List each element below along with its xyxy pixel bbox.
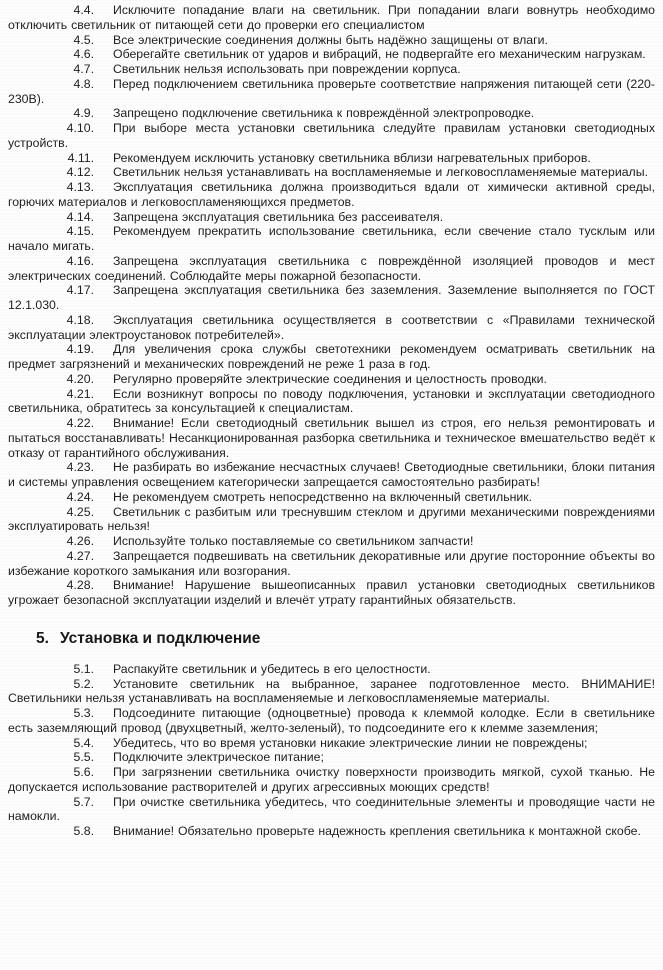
item-number: 4.8. (73, 76, 94, 91)
list-item (8, 387, 655, 417)
item-number: 4.16. (66, 253, 94, 268)
item-text: Если возникнут вопросы по поводу подключения, установки и эксплуатации светодиодного светильника, обратитесь за консультацией к специалистам. (8, 386, 655, 416)
item-text: Внимание! Обязательно проверьте надежность крепления светильника к монтажной скобе. (113, 824, 641, 838)
item-text: Эксплуатация светильника должна производиться вдали от химически активной среды, горючих материалов и легковоспламеняющихся предметов. (8, 180, 655, 209)
list-item (8, 662, 655, 677)
item-text: Подсоедините питающие (одноцветные) провода к клеммой колодке. Если в светильнике есть заземляющий провод (двухцветный, желто-зеленый), то подсоедините его к клемме заземления; (8, 706, 655, 735)
item-text: Светильник нельзя устанавливать на воспламеняемые и легковоспламеняемые материалы. (113, 165, 648, 180)
item-text: Регулярно проверяйте электрические соединения и целостность проводки. (113, 371, 547, 386)
item-text: Исключите попадание влаги на светильник. При попадании влаги вовнутрь необходимо отключить светильник от питающей сети до проверки его специалистом (8, 3, 655, 32)
list-item (8, 549, 655, 579)
item-text: Используйте только поставляемые со светильником запчасти! (113, 534, 474, 548)
list-item (8, 750, 655, 765)
item-text: Запрещено подключение светильника к повреждённой электропроводке. (113, 106, 535, 121)
installation-steps-list (8, 662, 655, 839)
item-text: Светильник с разбитым или треснувшим стеклом и другими механическими повреждениями эксплуатировать нельзя! (8, 504, 655, 534)
item-text: Запрещена эксплуатация светильника без рассеивателя. (113, 209, 444, 224)
item-number: 4.22. (66, 416, 94, 430)
item-number: 5.3. (73, 706, 94, 720)
item-number: 5.1. (73, 661, 94, 676)
list-item (8, 765, 655, 795)
item-number: 4.4. (73, 3, 94, 17)
list-item (8, 706, 655, 736)
item-text: Убедитесь, что во время установки никакие электрические линии не повреждены; (113, 735, 588, 750)
item-text: Запрещается подвешивать на светильник декоративные или другие посторонние объекты во избежание короткого замыкания или возгорания. (8, 548, 655, 578)
item-number: 4.10. (66, 121, 94, 135)
item-number: 4.28. (66, 578, 94, 593)
item-number: 4.18. (66, 312, 94, 327)
section-heading-title: Установка и подключение (60, 629, 261, 647)
item-number: 5.4. (73, 735, 94, 750)
item-text: Светильник нельзя использовать при повреждении корпуса. (113, 62, 461, 76)
list-item (8, 677, 655, 707)
list-item (8, 736, 655, 751)
item-text: При загрязнении светильника очистку поверхности производить мягкой, сухой тканью. Не допускается использование растворителей и других агрессивных моющих средств! (8, 765, 655, 794)
item-number: 4.26. (66, 534, 94, 548)
item-text: Не разбирать во избежание несчастных случаев! Светодиодные светильники, блоки питания и системы управления освещением категорически запрещается самостоятельно разбирать! (8, 460, 655, 489)
item-number: 4.13. (66, 180, 94, 194)
item-number: 5.2. (73, 676, 94, 691)
item-text: Подключите электрическое питание; (113, 750, 324, 765)
item-text: При очистке светильника убедитесь, что соединительные элементы и проводящие части не намокли. (8, 794, 655, 824)
item-number: 4.7. (73, 62, 94, 76)
list-item (8, 254, 655, 284)
item-number: 4.9. (73, 106, 94, 121)
item-text: Установите светильник на выбранное, заранее подготовленное место. ВНИМАНИЕ! Светильники нельзя устанавливать на воспламеняемые и легковоспламеняемые материалы. (8, 676, 655, 706)
list-item (8, 578, 655, 608)
item-text: Рекомендуем прекратить использование светильника, если свечение стало тусклым или начало мигать. (8, 224, 655, 253)
item-number: 4.21. (66, 386, 94, 401)
list-item (8, 342, 655, 372)
item-number: 4.11. (67, 150, 94, 165)
item-number: 4.27. (66, 548, 94, 563)
item-text: Все электрические соединения должны быть надёжно защищены от влаги. (113, 32, 548, 47)
item-number: 5.5. (73, 750, 94, 765)
item-text: Внимание! Если светодиодный светильник вышел из строя, его нельзя ремонтировать и пытаться восстанавливать! Несанкционированная разборка светильника и техническое вмешательство ведёт к отказу от гарантийного обслуживания. (8, 416, 655, 460)
list-item (8, 151, 655, 166)
item-number: 4.5. (73, 32, 94, 47)
list-item (8, 47, 655, 62)
list-item (8, 795, 655, 825)
list-item (8, 416, 655, 460)
safety-rules-list (8, 3, 655, 608)
section-heading-installation (8, 629, 655, 648)
item-number: 4.25. (66, 504, 94, 519)
list-item (8, 534, 655, 549)
item-number: 4.12. (66, 165, 94, 180)
list-item (8, 283, 655, 313)
item-number: 4.19. (66, 342, 94, 357)
item-number: 4.15. (66, 224, 94, 239)
list-item (8, 33, 655, 48)
item-number: 5.6. (73, 765, 94, 779)
item-text: Не рекомендуем смотреть непосредственно на включенный светильник. (113, 489, 533, 504)
item-number: 4.14. (66, 209, 94, 224)
list-item (8, 372, 655, 387)
item-text: При выборе места установки светильника следуйте правилам установки светодиодных устройств. (8, 121, 655, 150)
item-text: Оберегайте светильник от ударов и вибраций, не подвергайте его механическим нагрузкам. (113, 47, 646, 62)
list-item (8, 3, 655, 33)
item-number: 4.23. (66, 460, 94, 475)
list-item (8, 106, 655, 121)
item-number: 4.17. (66, 283, 94, 298)
item-text: Распакуйте светильник и убедитесь в его целостности. (113, 661, 431, 676)
item-number: 4.20. (66, 371, 94, 386)
list-item (8, 824, 655, 839)
item-text: Запрещена эксплуатация светильника с повреждённой изоляцией проводов и мест электрических соединений. Соблюдайте меры пожарной безопасности. (8, 253, 655, 283)
item-text: Эксплуатация светильника осуществляется в соответствии с «Правилами технической эксплуатации электроустановок потребителей». (8, 312, 655, 342)
item-text: Запрещена эксплуатация светильника без заземления. Заземление выполняется по ГОСТ 12.1.030. (8, 283, 655, 312)
item-number: 5.7. (73, 794, 94, 809)
item-number: 4.24. (66, 489, 94, 504)
list-item (8, 121, 655, 151)
item-text: Рекомендуем исключить установку светильника вблизи нагревательных приборов. (113, 150, 591, 165)
list-item (8, 224, 655, 254)
list-item (8, 313, 655, 343)
list-item (8, 180, 655, 210)
list-item (8, 490, 655, 505)
item-text: Перед подключением светильника проверьте соответствие напряжения питающей сети (220-230В). (8, 76, 655, 106)
list-item (8, 210, 655, 225)
list-item (8, 77, 655, 107)
list-item (8, 460, 655, 490)
list-item (8, 62, 655, 77)
item-text: Для увеличения срока службы светотехники рекомендуем осматривать светильник на предмет загрязнений и механических повреждений не реже 1 раза в год. (8, 342, 655, 371)
item-number: 5.8. (73, 824, 94, 838)
list-item (8, 165, 655, 180)
list-item (8, 505, 655, 535)
section-heading-number: 5. (36, 629, 49, 647)
item-number: 4.6. (73, 47, 94, 62)
item-text: Внимание! Нарушение вышеописанных правил установки светодиодных светильников угрожает безопасной эксплуатации изделий и влечёт утрату гарантийных обязательств. (8, 578, 655, 607)
